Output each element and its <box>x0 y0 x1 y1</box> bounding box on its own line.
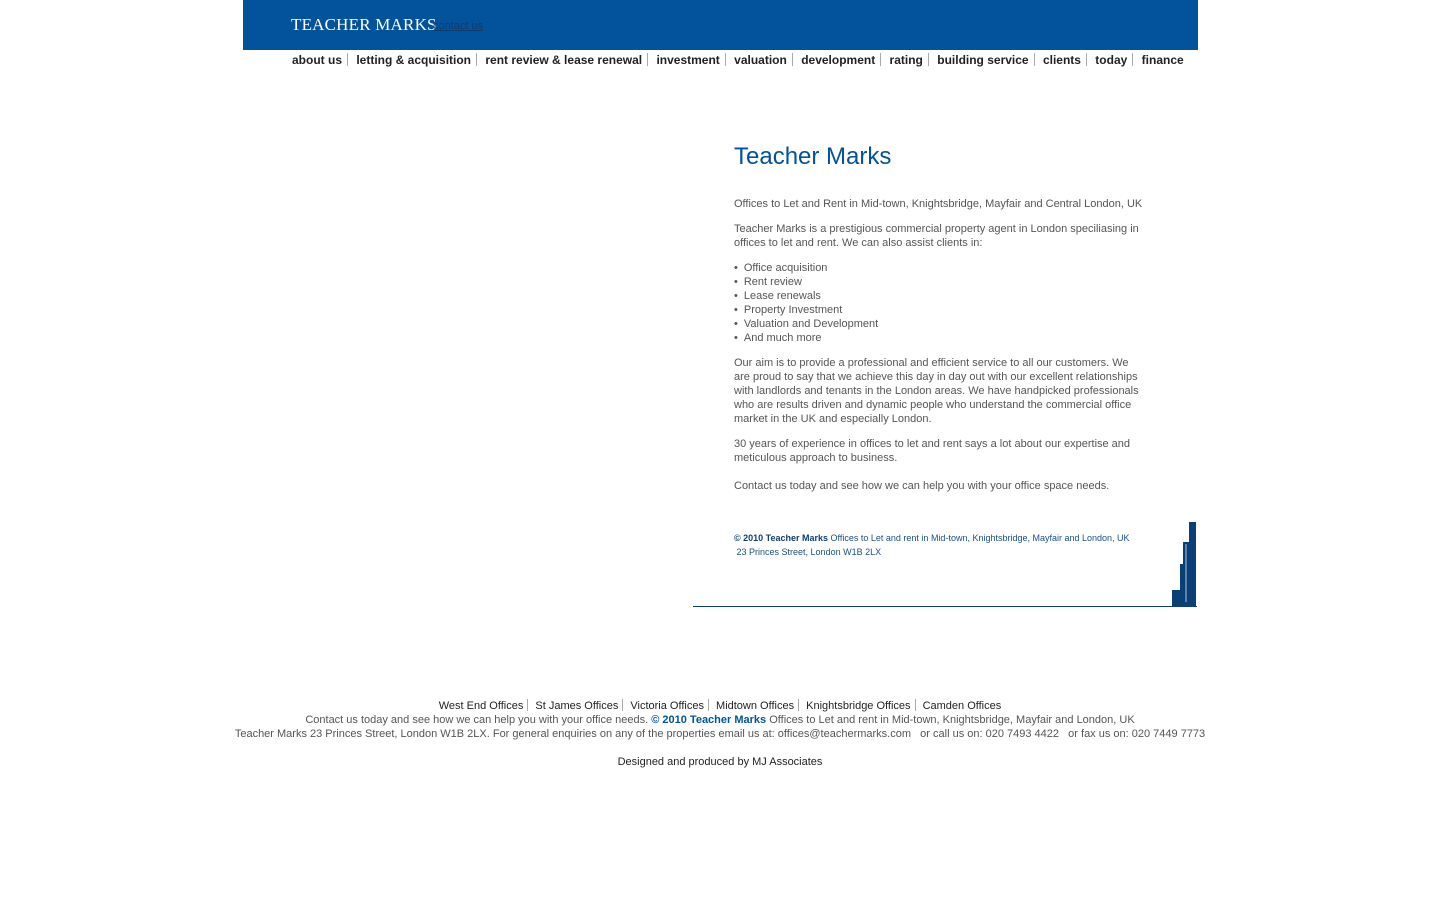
nav-divider <box>880 53 881 66</box>
list-item: • Property Investment <box>734 303 1144 317</box>
nav-divider <box>1034 53 1035 66</box>
nav-valuation[interactable]: valuation <box>734 53 787 67</box>
experience-text: 30 years of experience in offices to let and rent says a lot about our expertise and meticulous approach to business. <box>734 438 1131 464</box>
footer-address-line: Teacher Marks 23 Princes Street, London W1B 2LX. For general enquiries on any of the properties email us at: offices@teachermarks.com or call us on: 020 7493 4422 or fax us on: 020 7449 7773 <box>234 728 1206 740</box>
nav-about-us[interactable]: about us <box>292 53 342 67</box>
footer-designed-by[interactable]: Designed and produced by MJ Associates <box>617 756 823 768</box>
footer-link-victoria[interactable]: Victoria Offices <box>630 700 704 712</box>
nav-clients[interactable]: clients <box>1042 53 1081 67</box>
nav-letting-acquisition[interactable]: letting & acquisition <box>356 53 472 67</box>
footer-links <box>0 699 1440 713</box>
services-list <box>734 261 1144 345</box>
footer-link-camden[interactable]: Camden Offices <box>922 700 1002 712</box>
footer-link-st-james[interactable]: St James Offices <box>535 700 619 712</box>
footer-link-knightsbridge[interactable]: Knightsbridge Offices <box>806 700 911 712</box>
list-item: • Valuation and Development <box>734 317 1144 331</box>
footer-tagline: Offices to Let and rent in Mid-town, Knightsbridge, Mayfair and London, UK <box>769 714 1135 726</box>
skyline-graphic-icon <box>1172 522 1198 607</box>
main-content <box>734 143 1144 504</box>
nav-divider <box>1086 53 1087 66</box>
footer-divider <box>708 699 709 711</box>
footer-copyright: © 2010 Teacher Marks <box>651 714 767 726</box>
site-logo[interactable]: TEACHER MARKS <box>291 15 437 34</box>
footer-contact-text: Contact us today and see how we can help you with your office needs. <box>305 714 649 726</box>
page-title: Teacher Marks <box>734 143 892 170</box>
credit-block <box>734 531 1164 559</box>
nav-rating[interactable]: rating <box>889 53 923 67</box>
nav-divider <box>1132 53 1133 66</box>
nav-divider <box>725 53 726 66</box>
footer-divider <box>527 699 528 711</box>
footer-divider <box>798 699 799 711</box>
nav-divider <box>928 53 929 66</box>
credit-address: 23 Princes Street, London W1B 2LX <box>736 547 882 557</box>
nav-divider <box>647 53 648 66</box>
nav-divider <box>792 53 793 66</box>
lead-text: Teacher Marks is a prestigious commercial property agent in London speciliasing in offices to let and rent. We can also assist clients in: <box>734 223 1139 249</box>
site-footer <box>0 699 1440 769</box>
nav-divider <box>476 53 477 66</box>
aim-text: Our aim is to provide a professional and efficient service to all our customers. We are proud to say that we achieve this day in day out with our excellent relationships with landlords and tenants in the London areas. We have handpicked professionals who are results driven and dynamic people who understand the commercial office market in the UK and especially London. <box>734 357 1139 425</box>
list-item: • Rent review <box>734 275 1144 289</box>
footer-line-1 <box>0 713 1440 727</box>
nav-development[interactable]: development <box>801 53 876 67</box>
site-header <box>243 0 1198 50</box>
nav-divider <box>347 53 348 66</box>
intro-text: Offices to Let and Rent in Mid-town, Knightsbridge, Mayfair and Central London, UK <box>734 198 1143 210</box>
footer-link-west-end[interactable]: West End Offices <box>438 700 524 712</box>
nav-building-service[interactable]: building service <box>937 53 1029 67</box>
list-item: • Lease renewals <box>734 289 1144 303</box>
nav-investment[interactable]: investment <box>656 53 720 67</box>
credit-tagline: Offices to Let and rent in Mid-town, Knightsbridge, Mayfair and London, UK <box>830 533 1130 543</box>
footer-divider <box>915 699 916 711</box>
list-item: • And much more <box>734 331 1144 345</box>
nav-rent-review[interactable]: rent review & lease renewal <box>485 53 643 67</box>
list-item: • Office acquisition <box>734 261 1144 275</box>
nav-today[interactable]: today <box>1095 53 1128 67</box>
cta-text: Contact us today and see how we can help you with your office space needs. <box>734 480 1110 492</box>
footer-link-midtown[interactable]: Midtown Offices <box>716 700 795 712</box>
content-divider <box>693 606 1197 607</box>
contact-us-link[interactable]: contact us <box>433 20 484 32</box>
nav-finance[interactable]: finance <box>1141 53 1184 67</box>
main-nav <box>290 53 1186 67</box>
footer-divider <box>622 699 623 711</box>
credit-copyright: © 2010 Teacher Marks <box>734 533 829 543</box>
